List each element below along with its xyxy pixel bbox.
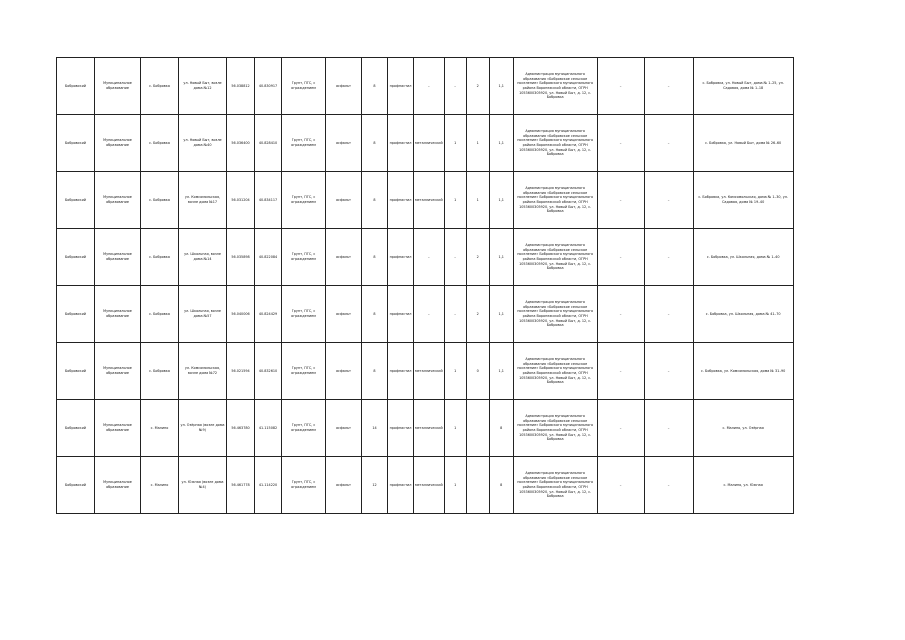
cell-container-type: металлический: [414, 172, 445, 229]
cell-district: Бобровский: [57, 172, 95, 229]
cell-district: Бобровский: [57, 286, 95, 343]
cell-extra-2: –: [644, 457, 693, 514]
cell-district: Бобровский: [57, 457, 95, 514]
cell-containers-count: –: [444, 229, 466, 286]
cell-extra-2: –: [644, 400, 693, 457]
cell-owner: Администрация муниципального образования «Бобровское сельское поселение» Бобровского муниципального района Воронежской области, ОГРН 1053600305920, ул. Новый Быт, д. 12, с. Бобровка: [513, 229, 597, 286]
cell-area: 8: [362, 115, 388, 172]
cell-owner: Администрация муниципального образования «Бобровское сельское поселение» Бобровского муниципального района Воронежской области, ОГРН 1053600305920, ул. Новый Быт, д. 12, с. Бобровка: [513, 115, 597, 172]
cell-surface-type: Грунт, ПГС, с ограждением: [282, 286, 326, 343]
cell-location: ул. Школьная, возле дома №57: [179, 286, 227, 343]
cell-organization: Муниципальное образование: [95, 286, 141, 343]
table-row: [57, 172, 794, 229]
cell-extra-2: –: [644, 229, 693, 286]
cell-served-addresses: с. Бобровка, ул. Комсомольская, дома № 1–30, ул. Садовая, дома № 19–40: [693, 172, 793, 229]
registry-table: [56, 57, 794, 514]
table-row: [57, 58, 794, 115]
cell-organization: Муниципальное образование: [95, 400, 141, 457]
cell-container-type: металлический: [414, 343, 445, 400]
cell-fence: профнастил: [388, 229, 414, 286]
cell-coating: асфальт: [326, 229, 362, 286]
cell-containers-count: –: [444, 58, 466, 115]
cell-volume: 8: [489, 400, 513, 457]
cell-district: Бобровский: [57, 343, 95, 400]
cell-fence: профнастил: [388, 457, 414, 514]
cell-volume: 1,1: [489, 58, 513, 115]
cell-area: 14: [362, 400, 388, 457]
cell-owner: Администрация муниципального образования «Бобровское сельское поселение» Бобровского муниципального района Воронежской области, ОГРН 1053600305920, ул. Новый Быт, д. 12, с. Бобровка: [513, 58, 597, 115]
cell-owner: Администрация муниципального образования «Бобровское сельское поселение» Бобровского муниципального района Воронежской области, ОГРН 1053600305920, ул. Новый Быт, д. 12, с. Бобровка: [513, 286, 597, 343]
cell-settlement: с. Бобровка: [141, 343, 179, 400]
cell-coating: асфальт: [326, 115, 362, 172]
cell-longitude: 41.114220: [255, 457, 282, 514]
cell-location: ул. Школьная, возле дома №14: [179, 229, 227, 286]
cell-container-type: –: [414, 58, 445, 115]
cell-latitude: 56.040006: [227, 286, 255, 343]
cell-fence: профнастил: [388, 343, 414, 400]
cell-extra-1: –: [597, 400, 644, 457]
cell-longitude: 40.834117: [255, 172, 282, 229]
cell-surface-type: Грунт, ПГС, с ограждением: [282, 115, 326, 172]
cell-container-type: –: [414, 229, 445, 286]
registry-table-body: [57, 58, 794, 514]
cell-settlement: с. Малино: [141, 457, 179, 514]
cell-organization: Муниципальное образование: [95, 457, 141, 514]
cell-containers-count: 1: [444, 115, 466, 172]
cell-extra-2: –: [644, 286, 693, 343]
cell-organization: Муниципальное образование: [95, 229, 141, 286]
cell-container-type: –: [414, 286, 445, 343]
table-row: [57, 286, 794, 343]
cell-fence: профнастил: [388, 115, 414, 172]
cell-owner: Администрация муниципального образования «Бобровское сельское поселение» Бобровского муниципального района Воронежской области, ОГРН 1053600305920, ул. Новый Быт, д. 12, с. Бобровка: [513, 457, 597, 514]
cell-longitude: 40.822084: [255, 229, 282, 286]
cell-bins-count: 2: [466, 286, 489, 343]
cell-volume: 1,1: [489, 343, 513, 400]
cell-bins-count: [466, 457, 489, 514]
cell-district: Бобровский: [57, 58, 95, 115]
cell-owner: Администрация муниципального образования «Бобровское сельское поселение» Бобровского муниципального района Воронежской области, ОГРН 1053600305920, ул. Новый Быт, д. 12, с. Бобровка: [513, 400, 597, 457]
cell-volume: 1,1: [489, 229, 513, 286]
cell-longitude: 40.830917: [255, 58, 282, 115]
cell-coating: асфальт: [326, 172, 362, 229]
cell-area: 12: [362, 457, 388, 514]
cell-coating: асфальт: [326, 400, 362, 457]
cell-extra-1: –: [597, 343, 644, 400]
cell-extra-2: –: [644, 172, 693, 229]
cell-served-addresses: с. Бобровка, ул. Школьная, дома № 1–40: [693, 229, 793, 286]
cell-latitude: 56.036400: [227, 115, 255, 172]
cell-volume: 1,1: [489, 172, 513, 229]
cell-coating: асфальт: [326, 286, 362, 343]
cell-district: Бобровский: [57, 229, 95, 286]
table-row: [57, 229, 794, 286]
cell-settlement: с. Бобровка: [141, 229, 179, 286]
cell-served-addresses: с. Малино, ул. Южная: [693, 457, 793, 514]
cell-location: ул. Южная (возле дома №4): [179, 457, 227, 514]
cell-bins-count: 0: [466, 343, 489, 400]
cell-container-type: металлический: [414, 457, 445, 514]
cell-volume: 8: [489, 457, 513, 514]
cell-containers-count: –: [444, 286, 466, 343]
cell-extra-1: –: [597, 172, 644, 229]
cell-served-addresses: с. Малино, ул. Озёрная: [693, 400, 793, 457]
cell-served-addresses: с. Бобровка, ул. Новый Быт, дома № 1–25, ул. Садовая, дома № 1–18: [693, 58, 793, 115]
cell-surface-type: Грунт, ПГС, с ограждением: [282, 343, 326, 400]
cell-served-addresses: с. Бобровка, ул. Школьная, дома № 41–70: [693, 286, 793, 343]
cell-organization: Муниципальное образование: [95, 343, 141, 400]
cell-settlement: с. Малино: [141, 400, 179, 457]
cell-fence: профнастил: [388, 286, 414, 343]
cell-latitude: 56.463780: [227, 400, 255, 457]
cell-volume: 1,1: [489, 115, 513, 172]
cell-extra-1: –: [597, 286, 644, 343]
table-row: [57, 400, 794, 457]
cell-district: Бобровский: [57, 400, 95, 457]
cell-latitude: 56.035898: [227, 229, 255, 286]
cell-area: 8: [362, 286, 388, 343]
cell-bins-count: [466, 400, 489, 457]
cell-longitude: 40.824429: [255, 286, 282, 343]
cell-organization: Муниципальное образование: [95, 58, 141, 115]
cell-coating: асфальт: [326, 457, 362, 514]
cell-extra-2: –: [644, 343, 693, 400]
cell-surface-type: Грунт, ПГС, с ограждением: [282, 457, 326, 514]
cell-fence: профнастил: [388, 58, 414, 115]
table-row: [57, 457, 794, 514]
cell-coating: асфальт: [326, 58, 362, 115]
cell-extra-1: –: [597, 457, 644, 514]
cell-settlement: с. Бобровка: [141, 286, 179, 343]
cell-fence: профнастил: [388, 400, 414, 457]
cell-longitude: 41.115082: [255, 400, 282, 457]
cell-bins-count: 2: [466, 58, 489, 115]
cell-containers-count: 1: [444, 400, 466, 457]
cell-organization: Муниципальное образование: [95, 172, 141, 229]
cell-latitude: 56.031204: [227, 172, 255, 229]
cell-volume: 1,1: [489, 286, 513, 343]
cell-bins-count: 1: [466, 172, 489, 229]
table-row: [57, 115, 794, 172]
cell-container-type: металлический: [414, 115, 445, 172]
cell-surface-type: Грунт, ПГС, с ограждением: [282, 400, 326, 457]
cell-settlement: с. Бобровка: [141, 58, 179, 115]
cell-area: 8: [362, 343, 388, 400]
cell-bins-count: 2: [466, 229, 489, 286]
cell-district: Бобровский: [57, 115, 95, 172]
cell-served-addresses: с. Бобровка, ул. Комсомольская, дома № 31–90: [693, 343, 793, 400]
cell-location: ул. Новый Быт, возле дома №12: [179, 58, 227, 115]
cell-latitude: 56.038812: [227, 58, 255, 115]
cell-settlement: с. Бобровка: [141, 172, 179, 229]
cell-extra-1: –: [597, 58, 644, 115]
cell-coating: асфальт: [326, 343, 362, 400]
cell-owner: Администрация муниципального образования «Бобровское сельское поселение» Бобровского муниципального района Воронежской области, ОГРН 1053600305920, ул. Новый Быт, д. 12, с. Бобровка: [513, 172, 597, 229]
cell-extra-2: –: [644, 58, 693, 115]
cell-owner: Администрация муниципального образования «Бобровское сельское поселение» Бобровского муниципального района Воронежской области, ОГРН 1053600305920, ул. Новый Быт, д. 12, с. Бобровка: [513, 343, 597, 400]
cell-organization: Муниципальное образование: [95, 115, 141, 172]
table-row: [57, 343, 794, 400]
cell-location: ул. Новый Быт, возле дома №40: [179, 115, 227, 172]
cell-surface-type: Грунт, ПГС, с ограждением: [282, 172, 326, 229]
cell-settlement: с. Бобровка: [141, 115, 179, 172]
cell-extra-1: –: [597, 229, 644, 286]
cell-area: 8: [362, 172, 388, 229]
cell-longitude: 40.828410: [255, 115, 282, 172]
cell-containers-count: 1: [444, 457, 466, 514]
cell-location: ул. Комсомольская, возле дома №72: [179, 343, 227, 400]
cell-extra-2: –: [644, 115, 693, 172]
cell-extra-1: –: [597, 115, 644, 172]
cell-location: ул. Комсомольская, возле дома №17: [179, 172, 227, 229]
cell-served-addresses: с. Бобровка, ул. Новый Быт, дома № 26–60: [693, 115, 793, 172]
cell-containers-count: 1: [444, 343, 466, 400]
cell-surface-type: Грунт, ПГС, с ограждением: [282, 229, 326, 286]
cell-surface-type: Грунт, ПГС, с ограждением: [282, 58, 326, 115]
cell-longitude: 40.832610: [255, 343, 282, 400]
cell-latitude: 56.021594: [227, 343, 255, 400]
cell-location: ул. Озёрная (возле дома №9): [179, 400, 227, 457]
cell-fence: профнастил: [388, 172, 414, 229]
cell-area: 8: [362, 58, 388, 115]
cell-bins-count: 1: [466, 115, 489, 172]
cell-latitude: 56.461778: [227, 457, 255, 514]
cell-containers-count: 1: [444, 172, 466, 229]
cell-container-type: металлический: [414, 400, 445, 457]
cell-area: 8: [362, 229, 388, 286]
